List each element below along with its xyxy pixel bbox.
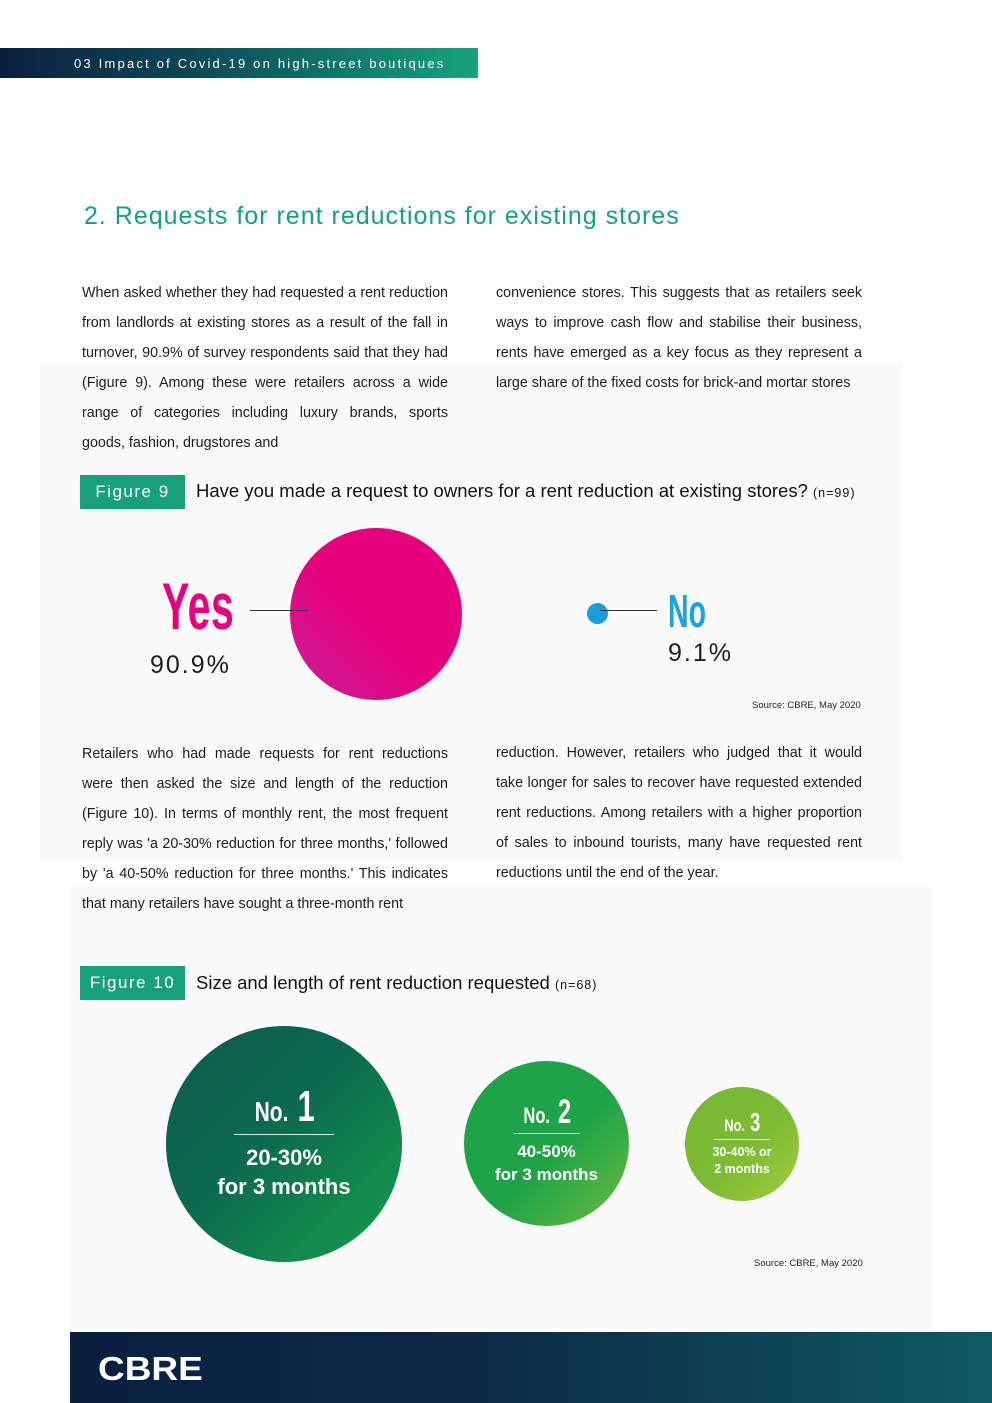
rank-2-line1: 40-50%: [517, 1142, 576, 1161]
yes-value: 90.9%: [150, 651, 231, 679]
yes-leader-line: [250, 610, 308, 611]
yes-label: Yes: [162, 569, 235, 643]
figure9-source: Source: CBRE, May 2020: [752, 700, 861, 711]
rank-2-number: 2: [557, 1093, 571, 1131]
rank-1-line2: for 3 months: [217, 1173, 351, 1199]
rank-1-line1: 20-30%: [246, 1144, 322, 1170]
paragraph2-left: Retailers who had made requests for rent reductions were then asked the size and length of the reduction (Figure 10). In terms of monthly rent, the most frequent reply was 'a 20-30% reduction for three months,' followed by 'a 40-50% reduction for three months.' This indicates that many retailers have sought a three-month rent: [82, 746, 448, 912]
rank-1-circle: [166, 1026, 402, 1262]
figure9-question: Have you made a request to owners for a rent reduction at existing stores?: [196, 480, 808, 501]
rank-2-heading: [519, 1093, 573, 1132]
figure9-label: Figure 9: [80, 475, 185, 509]
cbre-logo: CBRE: [98, 1350, 203, 1387]
footer-bar: [70, 1332, 992, 1403]
rank-1-prefix: No.: [254, 1095, 289, 1127]
paragraph1-right: convenience stores. This suggests that as retailers seek ways to improve cash flow and stabilise their business, rents have emerged as a key focus as they represent a large share of the fixed costs for brick-and mortar stores: [496, 285, 862, 391]
rank-2-circle: [464, 1061, 629, 1226]
rank-3-line2: 2 months: [714, 1161, 770, 1176]
rank-2-divider: [514, 1133, 580, 1134]
rank-2-prefix: No.: [523, 1103, 551, 1128]
figure9-sample-size: (n=99): [813, 486, 856, 500]
section-label: 03 Impact of Covid-19 on high-street boutiques: [74, 56, 446, 71]
figure10-title: [196, 972, 597, 994]
paragraph2-right: reduction. However, retailers who judged that it would take longer for sales to recover have requested extended rent reductions. Among retailers with a higher proportion of sales to inbound tourists, many have requested rent reductions until the end of the year.: [496, 745, 862, 881]
rank-3-divider: [714, 1139, 770, 1140]
figure10-sample-size: (n=68): [554, 978, 598, 992]
figure10-source: Source: CBRE, May 2020: [754, 1258, 863, 1269]
rank-3-prefix: No.: [724, 1115, 746, 1135]
rank-2-line2: for 3 months: [495, 1165, 598, 1184]
no-leader-line: [600, 610, 657, 611]
rank-3-line1: 30-40% or: [712, 1144, 772, 1159]
no-circle: [587, 603, 608, 624]
no-label: No: [668, 585, 707, 637]
yes-circle: [290, 528, 462, 700]
figure9-title: [196, 480, 855, 502]
rank-1-number: 1: [297, 1081, 316, 1131]
rank-1-divider: [234, 1134, 334, 1135]
paragraph1-left: When asked whether they had requested a rent reduction from landlords at existing stores as a result of the fall in turnover, 90.9% of survey respondents said that they had (Figure 9). Among these were retailers across a wide range of categories including luxury brands, sports goods, fashion, drugstores and: [82, 285, 448, 451]
rank-3-heading: [721, 1107, 763, 1138]
section-title: 2. Requests for rent reductions for existing stores: [84, 202, 680, 230]
rank-1-heading: [249, 1082, 319, 1132]
figure10-label: Figure 10: [80, 966, 185, 1000]
figure10-question: Size and length of rent reduction requested: [196, 972, 550, 993]
rank-3-number: 3: [750, 1106, 761, 1137]
rank-3-circle: [685, 1087, 799, 1201]
no-value: 9.1%: [668, 639, 733, 667]
